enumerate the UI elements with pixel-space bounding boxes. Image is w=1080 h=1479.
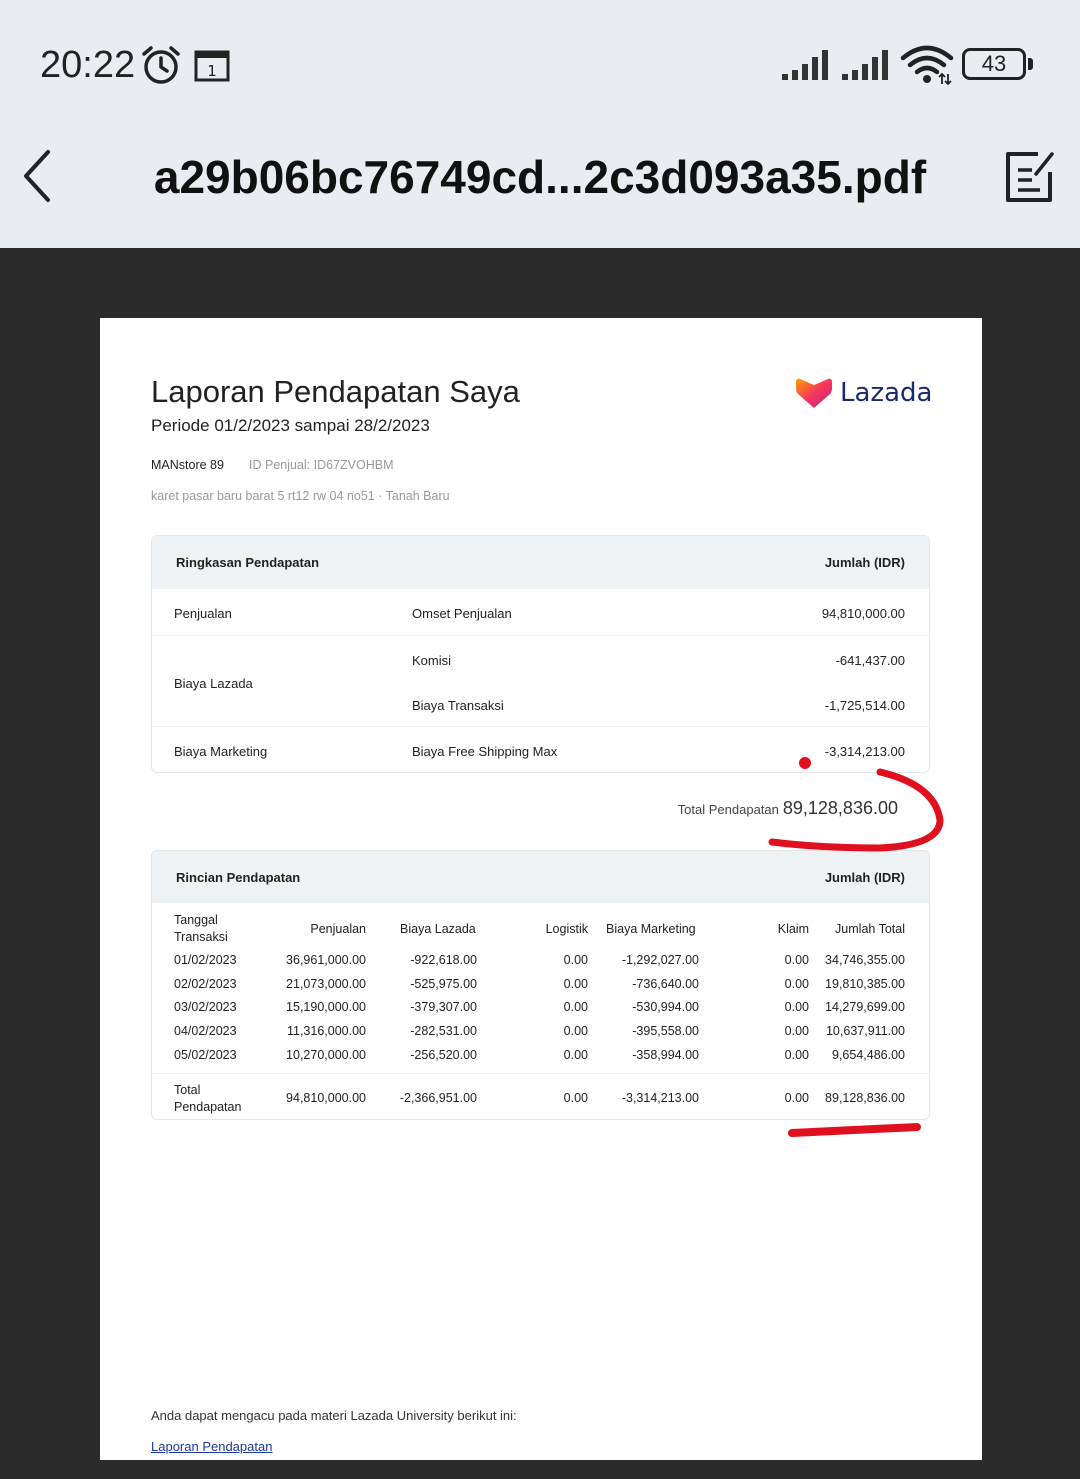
cell-logistik: 0.00	[563, 953, 588, 967]
summary-row-biaya-lazada	[152, 635, 929, 726]
battery-level: 43	[981, 51, 1007, 76]
summary-header-amount: Jumlah (IDR)	[824, 555, 905, 570]
cell-jumlah-total: 34,746,355.00	[825, 953, 905, 967]
cell-biaya-marketing: -395,558.00	[632, 1024, 699, 1039]
cell-biaya-marketing: -530,994.00	[632, 1000, 699, 1015]
cell-biaya-marketing: -736,640.00	[632, 976, 699, 991]
status-time: 20:22	[40, 44, 136, 86]
back-arrow-icon[interactable]	[18, 148, 58, 204]
cell-penjualan: 10,270,000.00	[286, 1047, 366, 1062]
detail-table	[151, 850, 930, 1120]
detail-header-amount: Jumlah (IDR)	[824, 870, 905, 885]
cell-jumlah-total: 10,637,911.00	[825, 1024, 905, 1039]
summary-table	[151, 535, 930, 773]
summary-amount: -3,314,213.00	[824, 744, 905, 759]
col-klaim: Klaim	[777, 922, 809, 936]
cell-biaya-marketing: -1,292,027.00	[621, 953, 699, 967]
total-label-1: Total	[174, 1083, 201, 1097]
report-period: Periode 01/2/2023 sampai 28/2/2023	[151, 416, 430, 435]
summary-total	[660, 798, 898, 819]
cell-logistik: 0.00	[563, 976, 588, 991]
cell-biaya-marketing: -358,994.00	[632, 1047, 699, 1062]
total-biaya-marketing: -3,314,213.00	[621, 1091, 699, 1105]
col-biaya-marketing: Biaya Marketing	[606, 922, 696, 936]
cell-date: 02/02/2023	[174, 976, 237, 991]
cell-penjualan: 21,073,000.00	[286, 976, 366, 991]
cell-klaim: 0.00	[784, 1024, 809, 1039]
cell-biaya-lazada: -282,531.00	[410, 1024, 477, 1039]
cell-jumlah-total: 19,810,385.00	[825, 976, 905, 991]
battery-icon	[962, 48, 1034, 80]
file-name-title: a29b06bc76749cd...2c3d093a35.pdf	[153, 151, 927, 203]
cell-klaim: 0.00	[784, 1000, 809, 1015]
summary-row-biaya-marketing	[152, 726, 929, 773]
summary-item: Biaya Free Shipping Max	[412, 744, 558, 759]
cell-biaya-lazada: -922,618.00	[410, 953, 477, 967]
summary-amount: -641,437.00	[835, 653, 905, 668]
detail-table-header	[152, 851, 929, 903]
viewer-header	[0, 130, 1080, 248]
edit-icon[interactable]	[1002, 148, 1058, 204]
total-logistik: 0.00	[563, 1091, 588, 1105]
total-biaya-lazada: -2,366,951.00	[399, 1091, 477, 1105]
cell-logistik: 0.00	[563, 1000, 588, 1015]
col-tanggal: Tanggal	[174, 913, 218, 927]
col-logistik: Logistik	[545, 922, 588, 936]
cell-penjualan: 36,961,000.00	[286, 953, 366, 967]
summary-category: Biaya Marketing	[174, 744, 268, 759]
cell-date: 05/02/2023	[174, 1047, 237, 1062]
report-title: Laporan Pendapatan Saya	[151, 374, 520, 409]
status-bar	[0, 0, 1080, 130]
reference-text: Anda dapat mengacu pada materi Lazada University berikut ini:	[151, 1408, 517, 1423]
summary-amount: 94,810,000.00	[821, 606, 905, 621]
total-label-2: Pendapatan	[174, 1100, 242, 1114]
cell-biaya-lazada: -256,520.00	[410, 1047, 477, 1062]
summary-item: Biaya Transaksi	[412, 698, 504, 713]
cell-klaim: 0.00	[784, 953, 809, 967]
laporan-pendapatan-link[interactable]: Laporan Pendapatan	[151, 1439, 273, 1454]
summary-amount: -1,725,514.00	[824, 698, 905, 713]
detail-total-divider	[152, 1073, 930, 1074]
cell-biaya-lazada: -379,307.00	[410, 1000, 477, 1015]
cell-penjualan: 15,190,000.00	[286, 1000, 366, 1015]
summary-category: Penjualan	[174, 606, 232, 621]
store-name: MANstore 89	[151, 458, 224, 472]
cell-klaim: 0.00	[784, 1047, 809, 1062]
cell-klaim: 0.00	[784, 976, 809, 991]
summary-category: Biaya Lazada	[174, 676, 253, 691]
pdf-page[interactable]	[100, 318, 982, 1460]
alarm-icon	[140, 44, 182, 86]
cell-logistik: 0.00	[563, 1024, 588, 1039]
calendar-icon	[194, 48, 230, 82]
signal-icon	[780, 48, 832, 82]
cell-date: 04/02/2023	[174, 1024, 237, 1039]
total-klaim: 0.00	[784, 1091, 809, 1105]
total-penjualan: 94,810,000.00	[286, 1091, 366, 1105]
cell-penjualan: 11,316,000.00	[286, 1024, 366, 1039]
top-bar	[0, 0, 1080, 248]
cell-jumlah-total: 14,279,699.00	[825, 1000, 905, 1015]
brand-logo	[796, 374, 933, 414]
summary-item: Omset Penjualan	[412, 606, 512, 621]
cell-date: 03/02/2023	[174, 1000, 237, 1015]
brand-name: Lazada	[840, 378, 933, 408]
wifi-icon	[900, 44, 954, 86]
store-address: karet pasar baru barat 5 rt12 rw 04 no51 · Tanah Baru	[151, 489, 450, 503]
signal-icon-2	[840, 48, 892, 82]
col-transaksi: Transaksi	[174, 930, 228, 944]
summary-total-label: Total Pendapatan	[677, 802, 779, 817]
cell-jumlah-total: 9,654,486.00	[832, 1047, 905, 1062]
total-jumlah-total: 89,128,836.00	[825, 1091, 905, 1105]
summary-header-label: Ringkasan Pendapatan	[176, 555, 320, 570]
lazada-heart-icon	[796, 376, 832, 410]
cell-logistik: 0.00	[563, 1047, 588, 1062]
col-penjualan: Penjualan	[310, 922, 366, 936]
col-jumlah-total: Jumlah Total	[835, 922, 905, 936]
summary-row-penjualan	[152, 588, 929, 635]
summary-total-value: 89,128,836.00	[782, 798, 898, 818]
detail-header-label: Rincian Pendapatan	[176, 870, 301, 885]
summary-table-header	[152, 536, 929, 588]
cell-biaya-lazada: -525,975.00	[410, 976, 477, 991]
svg-text:1: 1	[207, 62, 217, 80]
summary-item: Komisi	[412, 653, 452, 668]
seller-id: ID Penjual: ID67ZVOHBM	[249, 458, 394, 472]
col-biaya-lazada: Biaya Lazada	[400, 922, 476, 936]
cell-date: 01/02/2023	[174, 953, 237, 967]
